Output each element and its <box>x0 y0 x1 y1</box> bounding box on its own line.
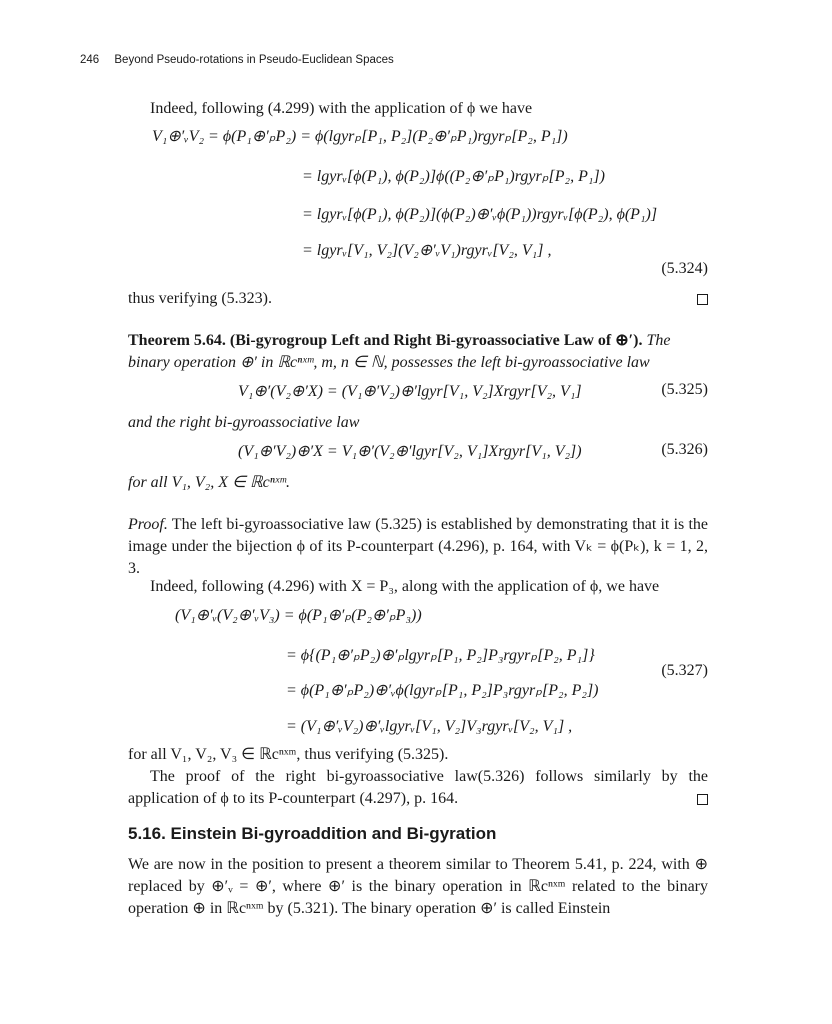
eq324-line4: = lgyrᵥ[V₁, V₂](V₂⊕′ᵥV₁)rgyrᵥ[V₂, V₁] , <box>302 242 552 259</box>
eq327-line1: (V₁⊕′ᵥ(V₂⊕′ᵥV₃) = ϕ(P₁⊕′ₚ(P₂⊕′ₚP₃)) <box>175 607 422 624</box>
section-title: 5.16. Einstein Bi-gyroaddition and Bi-gyration <box>128 824 497 843</box>
proof-label: Proof. <box>128 516 168 533</box>
intro-text: Indeed, following (4.299) with the application of ϕ we have <box>150 100 533 117</box>
eq326-number: (5.326) <box>661 441 708 458</box>
eq324-number: (5.324) <box>661 260 708 277</box>
theorem-mid: and the right bi-gyroassociative law <box>128 414 360 431</box>
eq327-line3: = ϕ(P₁⊕′ₚP₂)⊕′ᵥϕ(lgyrₚ[P₁, P₂]P₃rgyrₚ[P₂, P₂]) <box>286 682 599 699</box>
theorem-line2: binary operation ⊕′ in ℝcⁿˣᵐ, m, n ∈ ℕ, possesses the left bi-gyroassociative law <box>128 354 650 371</box>
thus-verifying-323: thus verifying (5.323). <box>128 290 272 307</box>
eq327-line4: = (V₁⊕′ᵥV₂)⊕′ᵥlgyrᵥ[V₁, V₂]V₃rgyrᵥ[V₂, V₁] , <box>286 718 573 735</box>
theorem-end: for all V₁, V₂, X ∈ ℝcⁿˣᵐ. <box>128 474 290 491</box>
page-number: 246 <box>80 54 100 66</box>
eq324-line1: V₁⊕′ᵥV₂ = ϕ(P₁⊕′ₚP₂) = ϕ(lgyrₚ[P₁, P₂](P₂⊕′ₚP₁)rgyrₚ[P₂, P₁]) <box>152 128 568 145</box>
eq327-line2: = ϕ{(P₁⊕′ₚP₂)⊕′ₚlgyrₚ[P₁, P₂]P₃rgyrₚ[P₂, P₁]} <box>286 647 595 664</box>
qed-symbol <box>697 294 708 305</box>
final-paragraph: We are now in the position to present a theorem similar to Theorem 5.41, p. 224, with ⊕ replaced by ⊕′ᵥ = ⊕′, where ⊕′ is the binary operation in ℝcⁿˣᵐ related to the binary operation ⊕ in ℝcⁿˣᵐ by (5.321). The binary operation ⊕′ is called Einstein <box>128 856 708 917</box>
eq326: (V₁⊕′V₂)⊕′X = V₁⊕′(V₂⊕′lgyr[V₂, V₁]Xrgyr[V₁, V₂]) <box>238 443 582 460</box>
theorem-title: Theorem 5.64. (Bi-gyrogroup Left and Right Bi-gyroassociative Law of ⊕′). <box>128 332 643 349</box>
theorem-head-tail: The <box>646 332 671 349</box>
proof-line2: Indeed, following (4.296) with X = P₃, along with the application of ϕ, we have <box>150 578 660 595</box>
proof-text: The left bi-gyroassociative law (5.325) is established by demonstrating that it is the image under the bijection ϕ of its P-counterpart (4.296), p. 164, with Vₖ = ϕ(Pₖ), k = 1, 2, 3. <box>128 516 709 577</box>
running-header <box>80 54 394 66</box>
eq324-line2: = lgyrᵥ[ϕ(P₁), ϕ(P₂)]ϕ((P₂⊕′ₚP₁)rgyrₚ[P₂, P₁]) <box>302 168 606 185</box>
after-327: for all V₁, V₂, V₃ ∈ ℝcⁿˣᵐ, thus verifying (5.325). <box>128 746 449 763</box>
proof-paragraph <box>128 514 708 580</box>
eq327-number: (5.327) <box>661 662 708 679</box>
eq324-line3: = lgyrᵥ[ϕ(P₁), ϕ(P₂)](ϕ(P₂)⊕′ᵥϕ(P₁))rgyrᵥ[ϕ(P₂), ϕ(P₁)] <box>302 206 658 223</box>
theorem-heading <box>128 330 710 352</box>
qed-symbol-2 <box>697 794 708 805</box>
eq325: V₁⊕′(V₂⊕′X) = (V₁⊕′V₂)⊕′lgyr[V₁, V₂]Xrgyr[V₂, V₁] <box>238 383 582 400</box>
eq325-number: (5.325) <box>661 381 708 398</box>
running-title: Beyond Pseudo-rotations in Pseudo-Euclidean Spaces <box>114 54 394 66</box>
right-proof: The proof of the right bi-gyroassociative law(5.326) follows similarly by the application of ϕ to its P-counterpart (4.297), p. 164. <box>128 768 708 807</box>
